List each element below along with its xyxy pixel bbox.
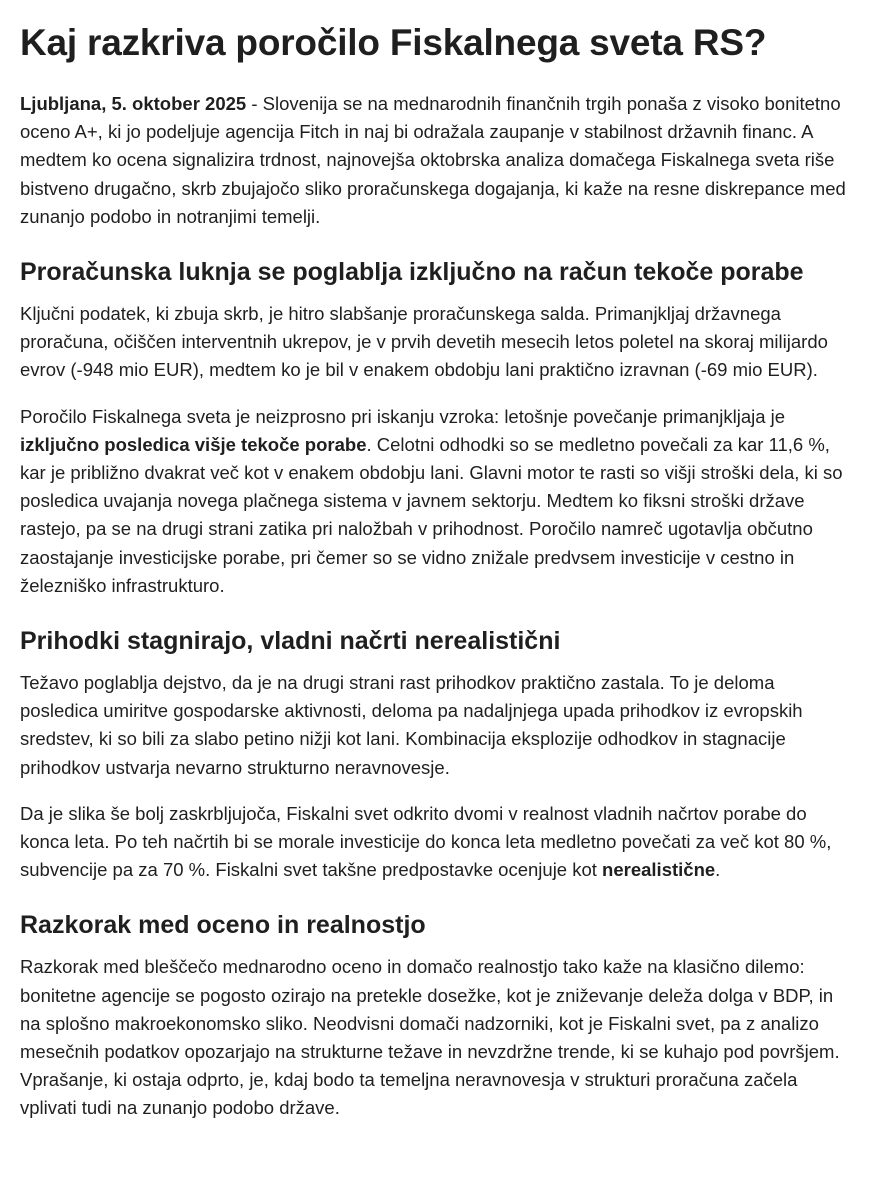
article-title: Kaj razkriva poročilo Fiskalnega sveta RS?	[20, 22, 767, 63]
section2-paragraph-1: Težavo poglablja dejstvo, da je na drugi strani rast prihodkov praktično zastala. To je deloma posledica umiritve gospodarske aktivnosti, deloma pa nadaljnjega upada prihodkov iz evropskih sredstev, ki so bili za slabo petino nižji kot lani. Kombinacija eksplozije odhodkov in stagnacije prihodkov ustvarja nevarno strukturno neravnovesje.	[20, 672, 803, 778]
intro-paragraph	[20, 90, 857, 231]
section2-p2-text-end: .	[715, 859, 721, 881]
section2-p2-emphasis: nerealistične	[602, 859, 716, 881]
section-heading-budget-gap: Proračunska luknja se poglablja izključno na račun tekoče porabe	[20, 258, 804, 287]
section-heading-revenues: Prihodki stagnirajo, vladni načrti nerealistični	[20, 627, 561, 656]
section2-paragraph-2	[20, 800, 857, 885]
section1-paragraph-2	[20, 403, 857, 600]
section1-paragraph-1: Ključni podatek, ki zbuja skrb, je hitro slabšanje proračunskega salda. Primanjkljaj državnega proračuna, očiščen interventnih ukrepov, je v prvih devetih mesecih letos poletel na skoraj milijardo evrov (-948 mio EUR), medtem ko je bil v enakem obdobju lani praktično izravnan (-69 mio EUR).	[20, 303, 828, 381]
section2-p2-text-start: Da je slika še bolj zaskrbljujoča, Fiskalni svet odkrito dvomi v realnost vladnih načrtov porabe do konca leta. Po teh načrtih bi se morale investicije do konca leta medletno povečati za več kot 80 %, subvencije pa za 70 %. Fiskalni svet takšne predpostavke ocenjuje kot	[20, 802, 832, 881]
section1-p2-emphasis: izključno posledica višje tekoče porabe	[20, 433, 367, 455]
section1-p2-text-start: Poročilo Fiskalnega sveta je neizprosno pri iskanju vzroka: letošnje povečanje primanjkljaja je	[20, 405, 786, 427]
section3-paragraph-1: Razkorak med bleščečo mednarodno oceno in domačo realnostjo tako kaže na klasično dilemo: bonitetne agencije se pogosto ozirajo na pretekle dosežke, kot je zniževanje deleža dolga v BDP, in na splošno makroekonomsko sliko. Neodvisni domači nadzorniki, kot je Fiskalni svet, pa z analizo mesečnih podatkov opozarjajo na strukturne težave in nevzdržne trende, ki se kuhajo pod površjem. Vprašanje, ki ostaja odprto, je, kdaj bodo ta temeljna neravnovesja v strukturi proračuna začela vplivati tudi na zunanjo podobo države.	[20, 956, 840, 1119]
intro-text: - Slovenija se na mednarodnih finančnih trgih ponaša z visoko bonitetno oceno A+, ki jo podeljuje agencija Fitch in naj bi odražala zaupanje v stabilnost državnih financ. A medtem ko ocena signalizira trdnost, najnovejša oktobrska analiza domačega Fiskalnega sveta riše bistveno drugačno, skrb zbujajočo sliko proračunskega dogajanja, ki kaže na resne diskrepance med zunanjo podobo in notranjimi temelji.	[20, 93, 846, 227]
dateline: Ljubljana, 5. oktober 2025	[20, 93, 247, 114]
section1-p2-text-end: . Celotni odhodki so se medletno povečali za kar 11,6 %, kar je približno dvakrat več kot v enakem obdobju lani. Glavni motor te rasti so višji stroški dela, ki so posledica uvajanja novega plačnega sistema v javnem sektorju. Medtem ko fiksni stroški države rastejo, pa se na drugi strani zatika pri naložbah v prihodnost. Poročilo namreč ugotavlja občutno zaostajanje investicijske porabe, pri čemer so se vidno znižale predvsem investicije v cestno in železniško infrastrukturo.	[20, 433, 843, 596]
section-heading-gap-rating-reality: Razkorak med oceno in realnostjo	[20, 911, 426, 940]
